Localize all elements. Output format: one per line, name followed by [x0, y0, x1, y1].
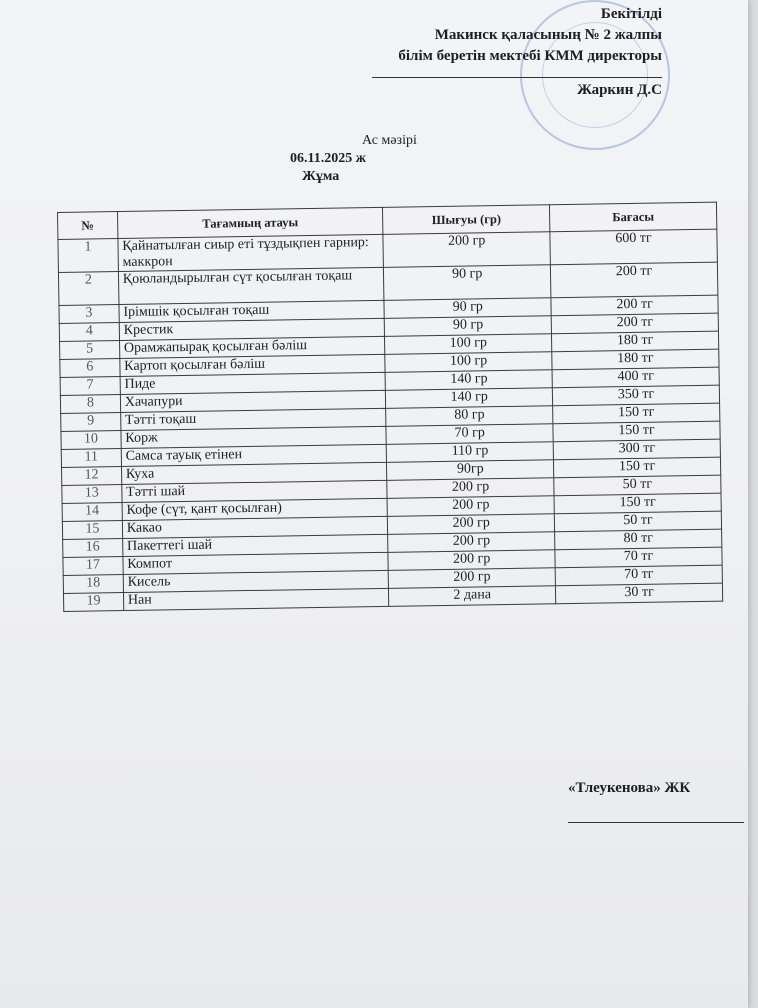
row-price: 30 тг — [556, 583, 723, 604]
row-dish-name: Крестик — [119, 318, 385, 340]
approval-label: Бекітілді — [600, 6, 662, 22]
row-dish-name: Тәтті шай — [122, 480, 388, 502]
row-weight: 2 дана — [389, 586, 556, 607]
row-price: 50 тг — [554, 511, 721, 532]
row-number: 8 — [60, 395, 120, 414]
row-number: 7 — [60, 377, 120, 396]
row-price: 600 тг — [550, 229, 717, 265]
row-weight: 200 гр — [388, 550, 555, 571]
header-dish-name: Тағамның атауы — [117, 207, 383, 238]
row-dish-name: Пиде — [120, 372, 386, 394]
row-number: 12 — [62, 467, 122, 486]
row-weight: 100 гр — [385, 352, 552, 373]
row-weight: 90гр — [387, 460, 554, 481]
row-dish-name: Нан — [123, 588, 389, 610]
menu-table — [57, 202, 723, 612]
row-number: 13 — [62, 485, 122, 504]
row-number: 15 — [62, 521, 122, 540]
row-price: 70 тг — [555, 547, 722, 568]
row-price: 150 тг — [553, 421, 720, 442]
row-number: 3 — [59, 305, 119, 324]
row-weight: 200 гр — [387, 496, 554, 517]
row-number: 2 — [58, 272, 118, 306]
row-weight: 200 гр — [387, 478, 554, 499]
row-weight: 140 гр — [386, 388, 553, 409]
header-number: № — [58, 212, 118, 240]
row-number: 9 — [61, 413, 121, 432]
row-weight: 200 гр — [388, 568, 555, 589]
row-dish-name: Кисель — [123, 570, 389, 592]
row-dish-name: Тәтті тоқаш — [120, 408, 386, 430]
row-price: 150 тг — [554, 457, 721, 478]
row-price: 200 тг — [551, 262, 718, 298]
row-number: 4 — [59, 323, 119, 342]
row-price: 70 тг — [555, 565, 722, 586]
approval-signature-line — [372, 77, 662, 78]
director-name: Жаркин Д.С — [577, 82, 662, 98]
row-dish-name: Хачапури — [120, 390, 386, 412]
signature-name: «Тлеукенова» ЖК — [568, 780, 691, 796]
row-weight: 90 гр — [384, 265, 551, 301]
row-number: 17 — [63, 557, 123, 576]
signature-line — [568, 822, 744, 823]
row-price: 400 тг — [552, 367, 719, 388]
row-price: 300 тг — [553, 439, 720, 460]
row-number: 5 — [60, 341, 120, 360]
row-price: 200 тг — [551, 313, 718, 334]
row-price: 50 тг — [554, 475, 721, 496]
approval-block — [372, 4, 662, 101]
row-dish-name: Қоюландырылған сүт қосылған тоқаш — [118, 267, 384, 304]
row-number: 14 — [62, 503, 122, 522]
row-dish-name: Қайнатылған сиыр еті тұздықпен гарнир: маккрон — [118, 234, 384, 271]
row-price: 200 тг — [551, 295, 718, 316]
row-number: 16 — [63, 539, 123, 558]
row-dish-name: Орамжапырақ қосылған бәліш — [119, 336, 385, 358]
row-dish-name: Ірімшік қосылған тоқаш — [119, 300, 385, 322]
row-price: 150 тг — [554, 493, 721, 514]
row-number: 18 — [63, 575, 123, 594]
row-number: 19 — [63, 593, 123, 612]
row-weight: 100 гр — [385, 334, 552, 355]
row-dish-name: Какао — [122, 516, 388, 538]
menu-date: 06.11.2025 ж — [290, 151, 366, 166]
row-weight: 80 гр — [386, 406, 553, 427]
row-weight: 200 гр — [383, 232, 550, 268]
row-weight: 90 гр — [384, 298, 551, 319]
row-price: 180 тг — [552, 331, 719, 352]
menu-title-block — [290, 132, 417, 186]
menu-day: Жұма — [302, 169, 340, 184]
menu-heading: Ас мәзірі — [362, 133, 417, 148]
header-price: Бағасы — [550, 202, 717, 232]
menu-table-body — [58, 229, 723, 611]
row-price: 80 тг — [555, 529, 722, 550]
approval-school-line: Макинск қаласының № 2 жалпы — [434, 27, 662, 43]
row-dish-name: Пакеттегі шай — [122, 534, 388, 556]
row-price: 150 тг — [553, 403, 720, 424]
row-dish-name: Компот — [123, 552, 389, 574]
row-dish-name: Самса тауық етінен — [121, 444, 387, 466]
row-number: 10 — [61, 431, 121, 450]
row-weight: 200 гр — [388, 514, 555, 535]
approval-position-line: білім беретін мектебі КММ директоры — [398, 48, 662, 64]
row-number: 1 — [58, 239, 118, 273]
row-weight: 140 гр — [385, 370, 552, 391]
row-dish-name: Куха — [121, 462, 387, 484]
row-dish-name: Картоп қосылған бәліш — [120, 354, 386, 376]
row-weight: 70 гр — [386, 424, 553, 445]
row-weight: 110 гр — [386, 442, 553, 463]
row-price: 180 тг — [552, 349, 719, 370]
row-weight: 90 гр — [385, 316, 552, 337]
row-dish-name: Кофе (сүт, қант қосылған) — [122, 498, 388, 520]
row-number: 6 — [60, 359, 120, 378]
header-weight: Шығуы (гр) — [383, 205, 550, 235]
row-dish-name: Корж — [121, 426, 387, 448]
row-price: 350 тг — [552, 385, 719, 406]
row-weight: 200 гр — [388, 532, 555, 553]
row-number: 11 — [61, 449, 121, 468]
